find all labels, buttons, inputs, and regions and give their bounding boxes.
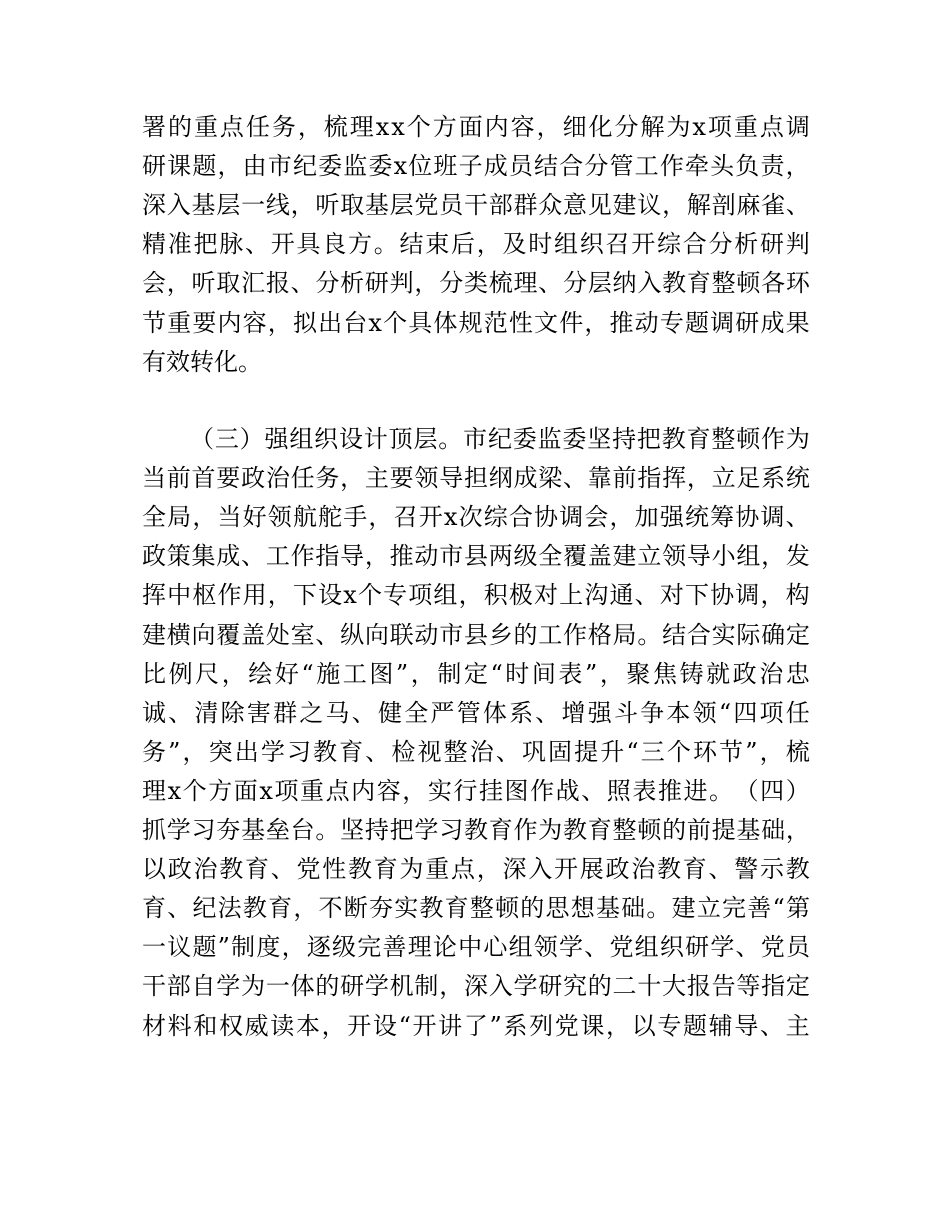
text-line: 挥 中 枢 作 用 ， 下 设 x 个 专 项 组 ， 积 极 对 上 沟 通 、 对 下 协 调 ， 构 — [142, 581, 810, 610]
text-line: 务 ” ， 突 出 学 习 教 育 、 检 视 整 治 、 巩 固 提 升 “ 三 个 环 节 ” ， 梳 — [142, 737, 810, 766]
text-line: 节 重 要 内 容 ， 拟 出 台 x 个 具 体 规 范 性 文 件 ， 推 动 专 题 调 研 成 果 — [142, 308, 810, 337]
text-line: 以 政 治 教 育 、 党 性 教 育 为 重 点 ， 深 入 开 展 政 治 教 育 、 警 示 教 — [142, 855, 810, 884]
text-line: 署 的 重 点 任 务 ， 梳 理 x x 个 方 面 内 容 ， 细 化 分 解 为 x 项 重 点 调 — [142, 113, 810, 141]
text-line: 深 入 基 层 一 线 ， 听 取 基 层 党 员 干 部 群 众 意 见 建 议 ， 解 剖 麻 雀 、 — [142, 191, 810, 220]
text-line: 会 ， 听 取 汇 报 、 分 析 研 判 ， 分 类 梳 理 、 分 层 纳 入 教 育 整 顿 各 环 — [142, 269, 810, 298]
text-line: 全 局 ， 当 好 领 航 舵 手 ， 召 开 x 次 综 合 协 调 会 ， 加 强 统 筹 协 调 、 — [142, 503, 810, 532]
text-line: 政 策 集 成 、 工 作 指 导 ， 推 动 市 县 两 级 全 覆 盖 建 立 领 导 小 组 ， 发 — [142, 542, 810, 571]
text-line: 理 x 个 方 面 x 项 重 点 内 容 ， 实 行 挂 图 作 战 、 照 表 推 进 。 （ 四 ） — [142, 776, 810, 805]
text-line: 精 准 把 脉 、 开 具 良 方 。 结 束 后 ， 及 时 组 织 召 开 综 合 分 析 研 判 — [142, 230, 810, 259]
text-line: 比 例 尺 ， 绘 好 “ 施 工 图 ” ， 制 定 “ 时 间 表 ” ， 聚 焦 铸 就 政 治 忠 — [142, 659, 810, 688]
text-line: 研 课 题 ， 由 市 纪 委 监 委 x 位 班 子 成 员 结 合 分 管 工 作 牵 头 负 责 ， — [142, 152, 810, 181]
text-line: 有 效 转 化 。 — [142, 347, 262, 376]
text-line: 抓 学 习 夯 基 垒 台 。 坚 持 把 学 习 教 育 作 为 教 育 整 顿 的 前 提 基 础 ， — [142, 816, 810, 844]
text-line: 干 部 自 学 为 一 体 的 研 学 机 制 ， 深 入 学 研 究 的 二 十 大 报 告 等 指 定 — [142, 972, 810, 1001]
text-line: 诚 、 清 除 害 群 之 马 、 健 全 严 管 体 系 、 增 强 斗 争 本 领 “ 四 项 任 — [142, 698, 810, 727]
text-line: （ 三 ） 强 组 织 设 计 顶 层 。 市 纪 委 监 委 坚 持 把 教 育 整 顿 作 为 — [190, 425, 810, 453]
text-line: 材 料 和 权 威 读 本 ， 开 设 “ 开 讲 了 ” 系 列 党 课 ， 以 专 题 辅 导 、 主 — [142, 1011, 810, 1040]
text-line: 当 前 首 要 政 治 任 务 ， 主 要 领 导 担 纲 成 梁 、 靠 前 指 挥 ， 立 足 系 统 — [142, 464, 810, 493]
text-line: 建 横 向 覆 盖 处 室 、 纵 向 联 动 市 县 乡 的 工 作 格 局 。 结 合 实 际 确 定 — [142, 620, 810, 649]
text-line: 育 、 纪 法 教 育 ， 不 断 夯 实 教 育 整 顿 的 思 想 基 础 。 建 立 完 善 “ 第 — [142, 894, 810, 923]
text-line: 一 议 题 ” 制 度 ， 逐 级 完 善 理 论 中 心 组 领 学 、 党 组 织 研 学 、 党 员 — [142, 933, 810, 962]
